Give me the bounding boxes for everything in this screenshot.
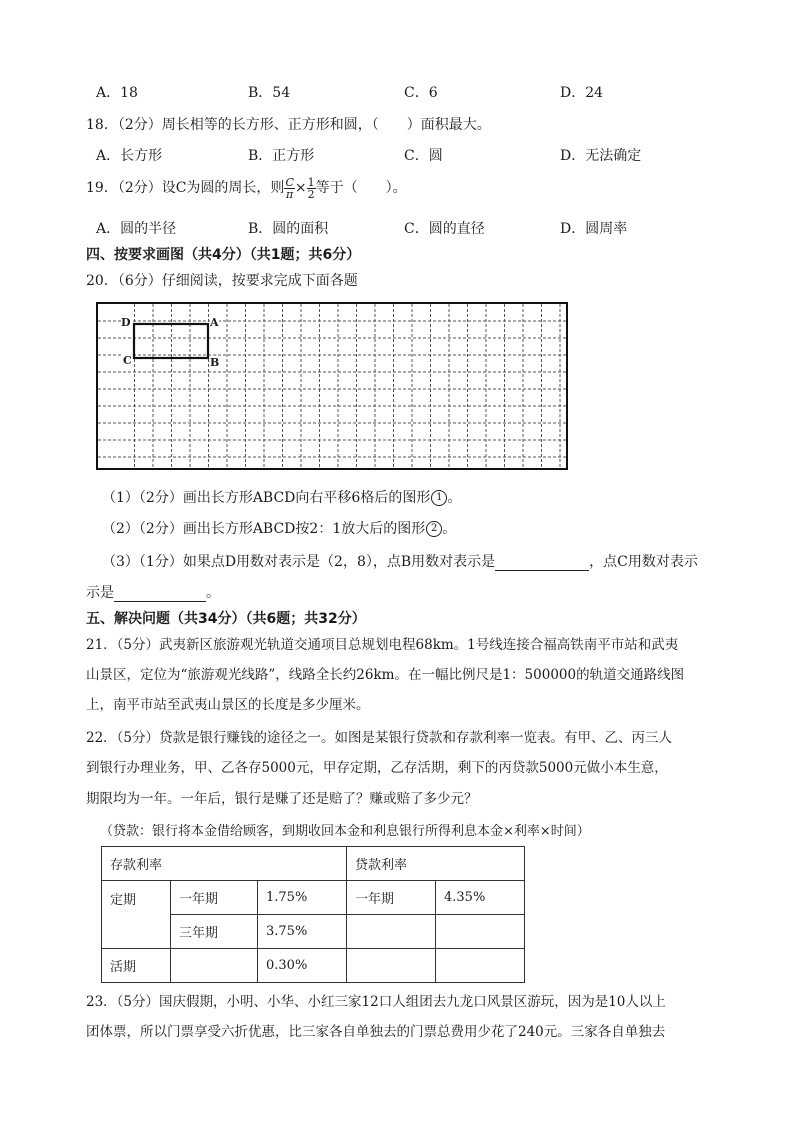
table-row	[102, 949, 525, 983]
q19-fraction-c-over-pi	[284, 177, 294, 200]
table-cell-empty	[347, 915, 436, 949]
q20-sub3-line1	[102, 551, 698, 571]
table-cell-rate-1y: 1.75%	[258, 881, 347, 915]
q20-sub1-circled-number: 1	[431, 490, 447, 506]
interest-rate-table	[101, 846, 525, 983]
q19-option-b: B．圆的面积	[248, 221, 329, 237]
table-cell-loan-rate: 4.35%	[436, 881, 525, 915]
table-cell-rate-3y: 3.75%	[258, 915, 347, 949]
q21-line-3: 上，南平市站至武夷山景区的长度是多少厘米。	[86, 697, 370, 713]
table-cell-fixed: 定期	[102, 881, 171, 949]
q20-sub1	[102, 487, 461, 507]
q20-sub2	[102, 518, 456, 538]
table-cell-current: 活期	[102, 949, 171, 983]
q19-frac1-den: π	[286, 187, 294, 201]
q18-option-c: C．圆	[404, 148, 443, 164]
q18-option-b: B．正方形	[248, 148, 315, 164]
q18-stem: 18．（2分）周长相等的长方形、正方形和圆，（ ）面积最大。	[86, 117, 491, 133]
q17-option-b: B．54	[248, 85, 291, 101]
q19-frac1-num: C	[285, 175, 294, 189]
table-cell-deposit-header: 存款利率	[102, 847, 347, 881]
point-c-label: C	[123, 354, 132, 367]
q23-line-2: 团体票，所以门票享受六折优惠，比三家各自单独去的门票总费用少花了240元。三家各自单独去	[86, 1024, 666, 1040]
q22-note: （贷款：银行将本金借给顾客，到期收回本金和利息银行所得利息本金×利率×时间）	[100, 824, 590, 839]
table-cell-empty	[436, 949, 525, 983]
q21-line-2: 山景区，定位为“旅游观光线路”，线路全长约26km。在一幅比例尺是1：500000的轨道交通路线图	[86, 667, 685, 683]
q22-line-1: 22．（5分）贷款是银行赚钱的途径之一。如图是某银行贷款和存款利率一览表。有甲、乙、丙三人	[86, 730, 673, 746]
q20-sub3-a: （3）（1分）如果点D用数对表示是（2，8），点B用数对表示是	[102, 554, 496, 570]
q19-times: ×	[294, 180, 307, 196]
q20-sub1-text: （1）（2分）画出长方形ABCD向右平移6格后的图形	[102, 490, 431, 506]
table-cell-loan-one-year: 一年期	[347, 881, 436, 915]
q22-line-2: 到银行办理业务，甲、乙各存5000元，甲存定期，乙存活期，剩下的丙贷款5000元做小本生意，	[86, 760, 668, 776]
q20-sub2-text: （2）（2分）画出长方形ABCD按2：1放大后的图形	[102, 521, 426, 537]
table-cell-loan-header: 贷款利率	[347, 847, 525, 881]
q18-option-a: A．长方形	[96, 148, 163, 164]
q17-option-c: C．6	[404, 85, 438, 101]
table-cell-empty	[347, 949, 436, 983]
q19-fraction-half	[307, 177, 316, 200]
q20-sub3-b: ，点C用数对表示	[589, 554, 698, 570]
section4-heading: 四、按要求画图（共4分）（共1题；共6分）	[86, 247, 361, 263]
table-row	[102, 847, 525, 881]
q19-option-c: C．圆的直径	[404, 221, 485, 237]
q17-option-d: D．24	[560, 85, 604, 101]
q20-sub3-line2	[86, 582, 220, 602]
q20-sub3-blank-b[interactable]	[495, 556, 589, 571]
square-grid	[96, 302, 568, 470]
q23-line-1: 23．（5分）国庆假期，小明、小华、小红三家12口人组团去九龙口风景区游玩，因为是10人以上	[86, 994, 666, 1010]
table-cell-empty	[436, 915, 525, 949]
q19-frac2-den: 2	[307, 187, 315, 201]
q20-sub2-period: 。	[442, 521, 457, 537]
q20-sub2-circled-number: 2	[426, 521, 442, 537]
q21-line-1: 21．（5分）武夷新区旅游观光轨道交通项目总规划电程68km。1号线连接合福高铁南平市站和武夷	[86, 637, 679, 653]
q19-prefix: 19．（2分）设C为圆的周长，则	[86, 180, 285, 196]
q20-sub3-d: 。	[206, 585, 220, 601]
q19-frac2-num: 1	[307, 175, 315, 189]
table-cell-three-year: 三年期	[171, 915, 258, 949]
q20-sub3-c: 示是	[86, 585, 114, 601]
section5-heading: 五、解决问题（共34分）（共6题；共32分）	[86, 611, 366, 627]
q20-stem: 20．（6分）仔细阅读，按要求完成下面各题	[86, 273, 358, 289]
q19-option-d: D．圆周率	[560, 221, 628, 237]
grid-svg	[98, 304, 566, 468]
table-cell-empty	[171, 949, 258, 983]
table-row	[102, 881, 525, 915]
table-cell-rate-current: 0.30%	[258, 949, 347, 983]
point-d-label: D	[121, 316, 131, 329]
q19-stem	[86, 174, 407, 202]
q20-sub3-blank-c[interactable]	[114, 587, 206, 602]
point-a-label: A	[210, 316, 219, 329]
table-cell-one-year: 一年期	[171, 881, 258, 915]
q17-option-a: A．18	[96, 85, 138, 101]
q20-sub1-period: 。	[447, 490, 462, 506]
q18-option-d: D．无法确定	[560, 148, 642, 164]
q19-option-a: A．圆的半径	[96, 221, 177, 237]
q19-suffix: 等于（ ）。	[315, 180, 407, 196]
q22-line-3: 期限均为一年。一年后，银行是赚了还是赔了？赚或赔了多少元？	[86, 791, 478, 807]
point-b-label: B	[210, 356, 220, 369]
